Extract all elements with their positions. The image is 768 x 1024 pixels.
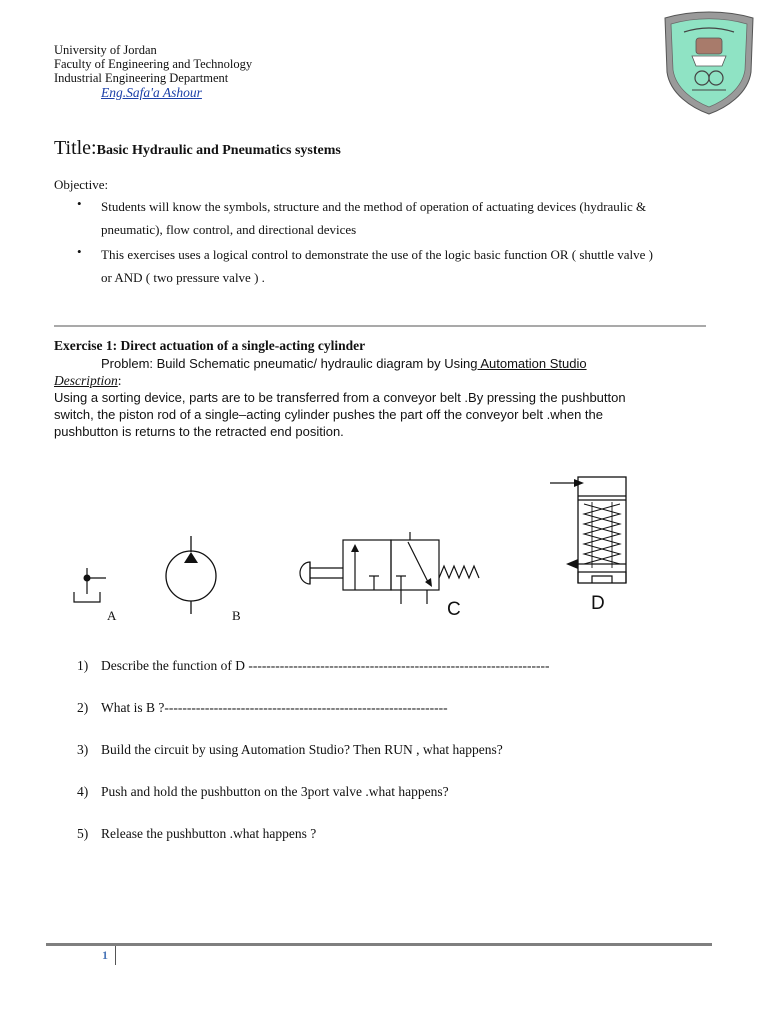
question-3 [77, 742, 503, 758]
question-1-text: Describe the function of D ------------------------------------------------------------------- [101, 658, 550, 673]
bullet-2-dot: • [77, 244, 82, 259]
question-3-number: 3) [77, 742, 89, 757]
exercise-heading: Exercise 1: Direct actuation of a single-acting cylinder [54, 338, 366, 353]
problem-prefix: Problem: Build Schematic pneumatic/ hydraulic diagram by Usin [101, 356, 471, 371]
header-block [54, 43, 252, 85]
university-logo [662, 12, 756, 116]
question-2-text: What is B ?--------------------------------------------------------------- [101, 700, 448, 715]
objective-bullet-1-line-1: Students will know the symbols, structure and the method of operation of actuating devices (hydraulic & [101, 199, 647, 214]
description-label-row [54, 373, 122, 389]
title-text: Basic Hydraulic and Pneumatics systems [96, 143, 341, 158]
question-5-number: 5) [77, 826, 89, 841]
objective-bullet-1 [101, 195, 646, 241]
description-colon: : [117, 373, 122, 388]
symbol-d-cylinder [548, 472, 632, 600]
question-5 [77, 826, 316, 842]
question-5-text: Release the pushbutton .what happens ? [101, 826, 317, 841]
objective-label: Objective: [54, 177, 109, 192]
question-4-number: 4) [77, 784, 89, 799]
bullet-1-dot: • [77, 196, 82, 211]
objective-bullet-1-line-2: pneumatic), flow control, and directional devices [101, 222, 357, 237]
question-4 [77, 784, 449, 800]
objective-bullet-2 [101, 243, 653, 289]
footer-page-number: 1 [102, 948, 108, 962]
faculty-name: Faculty of Engineering and Technology [54, 57, 253, 71]
symbol-a-exhaust [70, 562, 110, 608]
label-b: B [232, 608, 241, 623]
footer-rule [46, 943, 712, 946]
label-d: D [591, 593, 605, 614]
question-1-number: 1) [77, 658, 89, 673]
title-label: Title: [54, 137, 97, 159]
university-name: University of Jordan [54, 43, 157, 57]
label-a: A [107, 608, 117, 623]
description-line-1: Using a sorting device, parts are to be transferred from a conveyor belt .By pressing the pushbutton [54, 390, 626, 405]
symbol-b-pump [160, 536, 222, 616]
department-name: Industrial Engineering Department [54, 71, 229, 85]
description-text [54, 389, 626, 440]
symbol-c-valve [290, 532, 490, 608]
section-divider [54, 325, 706, 327]
question-4-text: Push and hold the pushbutton on the 3port valve .what happens? [101, 784, 449, 799]
footer-page-separator [115, 946, 116, 965]
label-c: C [447, 599, 461, 620]
question-1 [77, 658, 550, 674]
question-2 [77, 700, 448, 716]
description-line-3: pushbutton is returns to the retracted end position. [54, 424, 344, 439]
objective-bullet-2-line-1: This exercises uses a logical control to demonstrate the use of the logic basic function OR ( shuttle valve ) [101, 247, 653, 262]
question-2-number: 2) [77, 700, 89, 715]
problem-statement [101, 356, 587, 371]
question-3-text: Build the circuit by using Automation Studio? Then RUN , what happens? [101, 742, 503, 757]
description-label: Description [54, 373, 118, 388]
title-row [54, 137, 341, 160]
automation-studio-link[interactable]: g Automation Studio [470, 356, 587, 371]
objective-bullet-2-line-2: or AND ( two pressure valve ) . [101, 270, 265, 285]
author-link[interactable]: Eng.Safa'a Ashour [101, 85, 202, 100]
description-line-2: switch, the piston rod of a single–acting cylinder pushes the part off the conveyor belt .when the [54, 407, 603, 422]
